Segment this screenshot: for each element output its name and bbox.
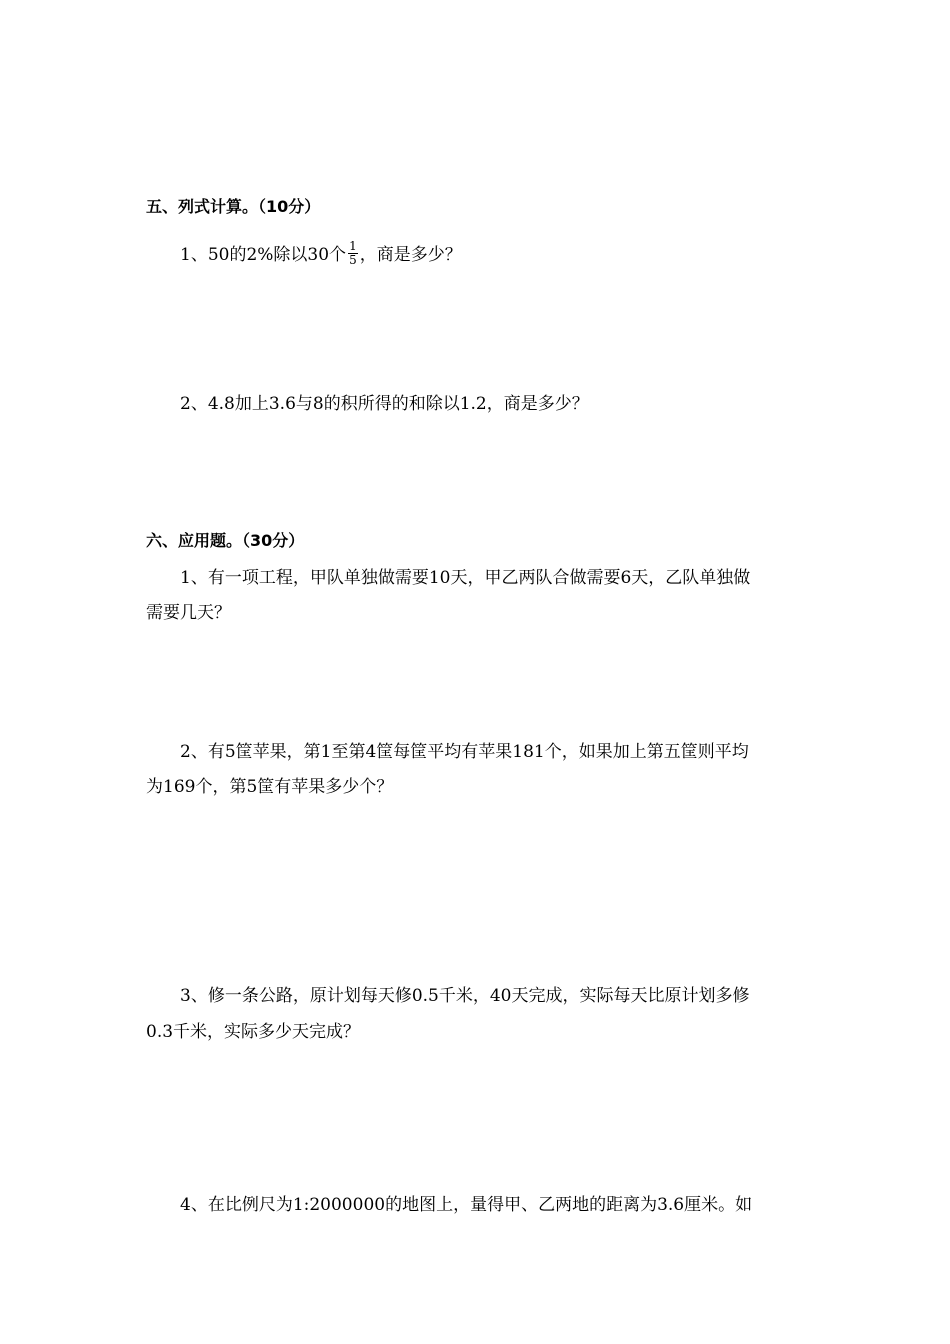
section-6-question-3-line-2: 0.3千米，实际多少天完成？: [146, 1022, 361, 1042]
section-6-question-2-line-2: 为169个，第5筐有苹果多少个？: [146, 777, 394, 797]
section-5-question-1: [180, 239, 462, 269]
section-6-question-4-line-1: 4、在比例尺为1:2000000的地图上，量得甲、乙两地的距离为3.6厘米。如: [180, 1195, 753, 1215]
section-5-question-2: 2、4.8加上3.6与8的积所得的和除以1.2，商是多少？: [180, 394, 589, 414]
section-6-question-1-line-1: 1、有一项工程，甲队单独做需要10天，甲乙两队合做需要6天，乙队单独做: [180, 568, 751, 588]
section-6-question-1-line-2: 需要几天？: [146, 603, 231, 623]
section-5-heading: 五、列式计算。（10分）: [146, 197, 321, 216]
question-text: 1、50的2%除以30个: [180, 245, 347, 265]
fraction: [348, 240, 358, 267]
section-6-question-3-line-1: 3、修一条公路，原计划每天修0.5千米，40天完成，实际每天比原计划多修: [180, 986, 750, 1006]
section-6-question-2-line-1: 2、有5筐苹果，第1至第4筐每筐平均有苹果181个，如果加上第五筐则平均: [180, 742, 749, 762]
fraction-denominator: 5: [349, 253, 357, 267]
fraction-numerator: 1: [349, 239, 357, 253]
section-6-heading: 六、应用题。（30分）: [146, 531, 305, 550]
question-text: ，商是多少？: [359, 245, 462, 265]
